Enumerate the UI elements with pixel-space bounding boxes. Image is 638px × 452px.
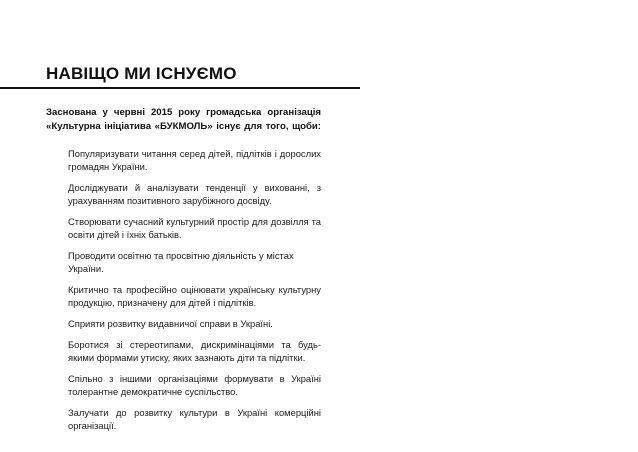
page-title: НАВІЩО МИ ІСНУЄМО [46, 64, 237, 83]
intro-paragraph: Заснована у червні 2015 року громадська організація «Культурна ініціатива «БУКМОЛЬ» існує для того, щоби: [46, 107, 321, 132]
goal-item: Критично та професійно оцінювати українську культурну продукцію, призначену для дітей і підлітків. [68, 284, 321, 308]
goal-item: Досліджувати й аналізувати тенденції у вихованні, з урахуванням позитивного зарубіжного досвіду. [68, 182, 321, 206]
goal-item: Залучати до розвитку культури в Україні комерційні організації. [68, 407, 321, 431]
goals-list [68, 147, 321, 440]
goal-item: Боротися зі стереотипами, дискримінаціями та будь-якими формами утиску, яких зазнають діти та підлітки. [68, 339, 321, 363]
goal-item: Популяризувати читання серед дітей, підлітків і дорослих громадян України. [68, 148, 321, 172]
goal-item: Проводити освітню та просвітню діяльність у містах України. [68, 250, 294, 274]
goal-item: Спільно з іншими організаціями формувати в Україні толерантне демократичне суспільство. [68, 373, 321, 397]
goal-item: Сприяти розвитку видавничої справи в Україні. [68, 318, 273, 329]
title-underline [0, 87, 360, 89]
goal-item: Створювати сучасний культурний простір для дозвілля та освіти дітей і їхніх батьків. [68, 216, 321, 240]
